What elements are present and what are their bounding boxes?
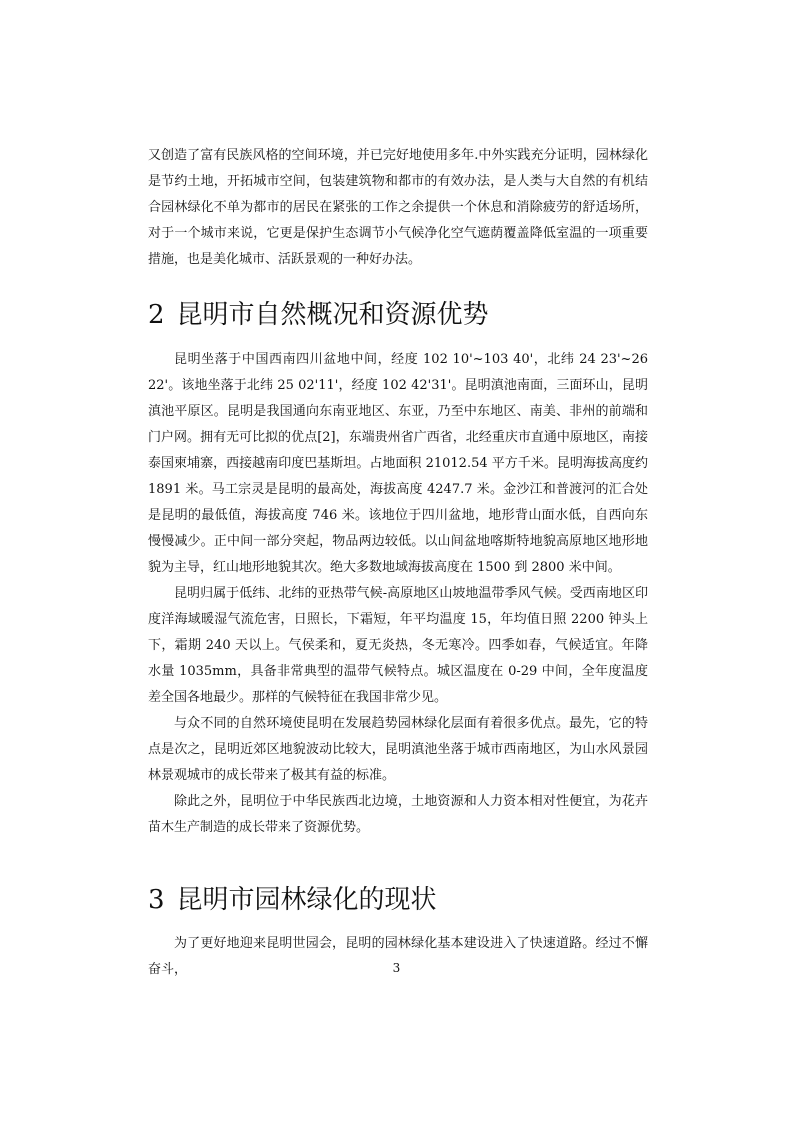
section-2-number: 2	[148, 300, 165, 330]
page-number: 3	[392, 961, 401, 975]
section-3-heading	[148, 882, 668, 918]
section-2-heading	[148, 297, 668, 333]
section-2-paragraph-2: 昆明归属于低纬、北纬的亚热带气候-高原地区山坡地温带季风气候。受西南地区印度洋海域暖湿气流危害，日照长，下霜短，年平均温度 15，年均值日照 2200 钟头上下，霜期 240 天以上。气侯柔和，夏无炎热，冬无寒冷。四季如春，气候适宜。年降水量 1035mm，具备非常典型的温带气候特点。城区温度在 0-29 中间，全年度温度差全国各地最少。那样的气候特征在我国非常少见。	[148, 586, 648, 705]
section-2-paragraph-1: 昆明坐落于中国西南四川盆地中间，经度 102 10'~103 40'，北纬 24 23'~26 22'。该地坐落于北纬 25 02'11'，经度 102 42'31'。昆明滇池南面，三面环山，昆明滇池平原区。昆明是我国通向东南亚地区、东亚，乃至中东地区、南美、非州的前端和门户网。拥有无可比拟的优点[2]，东端贵州省广西省，北经重庆市直通中原地区，南接泰国柬埔寨，西接越南印度巴基斯坦。占地面积 21012.54 平方千米。昆明海拔高度约 1891 米。马工宗灵是昆明的最高处，海拔高度 4247.7 米。金沙江和普渡河的汇合处是昆明的最低值，海拔高度 746 米。该地位于四川盆地，地形背山面水低，自西向东慢慢减少。正中间一部分突起，物品两边较低。以山间盆地喀斯特地貌高原地区地形地貌为主导，红山地形地貌其次。绝大多数地域海拔高度在 1500 到 2800 米中间。	[148, 352, 648, 575]
section-2-title: 昆明市自然概况和资源优势	[176, 300, 489, 330]
section-3-number: 3	[148, 885, 165, 915]
intro-paragraph: 又创造了富有民族风格的空间环境，并已完好地使用多年.中外实践充分证明，园林绿化是节约土地，开拓城市空间，包装建筑物和都市的有效办法，是人类与大自然的有机结合园林绿化不单为都市的居民在紧张的工作之余提供一个休息和消除疲劳的舒适场所，对于一个城市来说，它更是保护生态调节小气候净化空气遮荫覆盖降低室温的一项重要措施，也是美化城市、活跃景观的一种好办法。	[148, 148, 648, 267]
section-3-paragraph-1: 为了更好地迎来昆明世园会，昆明的园林绿化基本建设进入了快速道路。经过不懈奋斗，	[148, 936, 648, 977]
section-2-paragraph-3: 与众不同的自然环境使昆明在发展趋势园林绿化层面有着很多优点。最先，它的特点是次之，昆明近郊区地貌波动比较大，昆明滇池坐落于城市西南地区，为山水风景园林景观城市的成长带来了极其有益的标准。	[148, 716, 648, 783]
section-2-body	[148, 347, 648, 841]
section-2-paragraph-4: 除此之外，昆明位于中华民族西北边境，土地资源和人力资本相对性便宜，为花卉苗木生产制造的成长带来了资源优势。	[148, 794, 648, 835]
intro-text-block	[148, 143, 648, 273]
section-3-title: 昆明市园林绿化的现状	[176, 885, 437, 915]
